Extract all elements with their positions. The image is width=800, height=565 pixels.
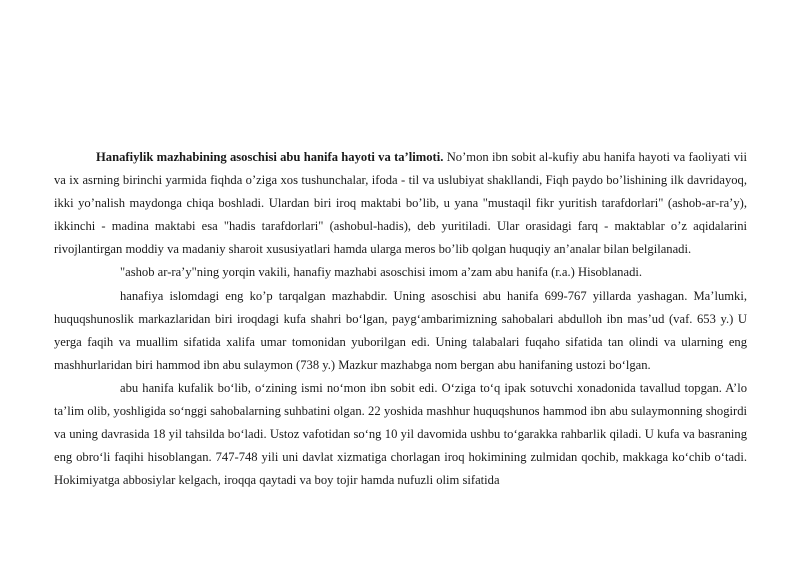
paragraph-ashob-text: "ashob ar-ra’y"ning yorqin vakili, hanafiy mazhabi asoschisi imom a’zam abu hanifa (r.a.) Hisoblanadi. xyxy=(120,265,643,280)
section-heading: Hanafiylik mazhabining asoschisi abu hanifa hayoti va ta’limoti. xyxy=(96,150,444,164)
paragraph-abu-hanifa-text: abu hanifa kufalik bo‘lib, o‘zining ismi no‘mon ibn sobit edi. O‘ziga to‘q ipak sotuvchi xonadonida tavallud topgan. A’lo ta’lim olib, yoshligida so‘nggi sahobalarning suhbatini olgan. 22 yoshida mashhur huquqshunos hammod ibn abu sulaymonning shogirdi va uning davrasida 18 yil tahsilda bo‘ladi. Ustoz vafotidan so‘ng 10 yil davomida ushbu to‘garakka rahbarlik qiladi. U kufa va basraning eng obro‘li faqihi hisoblangan. 747-748 yili uni davlat xizmatiga chorlagan iroq hokimining zulmidan qochib, makkaga ko‘chib o‘tadi. Hokimiyatga abbosiylar kelgach, iroqqa qaytadi va boy tojir hamda nufuzli olim sifatida xyxy=(54,380,747,488)
paragraph-hanafiya xyxy=(54,285,747,377)
paragraph-intro-text: No’mon ibn sobit al-kufiy abu hanifa hayoti va faoliyati vii va ix asrning birinchi yarmida fiqhda o’ziga xos tushunchalar, ifoda - til va uslubiyat shakllandi, Fiqh paydo bo’lishining ilk davridayoq, ikki yo’nalish maydonga chiqa boshladi. Ulardan biri iroq maktabi bo’lib, u yana "mustaqil fikr yuritish tarafdorlari" (ashob-ar-ra’y), ikkinchi - madina maktabi esa "hadis tarafdorlari" (ashobul-hadis), deb yuritiladi. Ular orasidagi farq - maktablar o’z aqidalarini rivojlantirgan moddiy va madaniy sharoit xususiyatlari hamda ularga meros bo’lib qolgan huquqiy an’analar bilan belgilanadi. xyxy=(54,150,747,257)
paragraph-ashob xyxy=(54,261,747,284)
document-body xyxy=(54,146,747,492)
paragraph-hanafiya-text: hanafiya islomdagi eng ko’p tarqalgan mazhabdir. Uning asoschisi abu hanifa 699-767 yillarda yashagan. Ma’lumki, huquqshunoslik markazlaridan biri iroqdagi kufa shahri bo‘lgan, payg‘ambarimizning sahobalari abdulloh ibn mas’ud (vaf. 653 y.) U yerga faqih va muallim sifatida xalifa umar tomonidan yuborilgan edi. Uning talabalari fuqaho sifatida tan olindi va ularning eng mashhurlaridan biri hammod ibn abu sulaymon (738 y.) Mazkur mazhabga nom bergan abu hanifaning ustozi bo‘lgan. xyxy=(54,288,747,372)
paragraph-abu-hanifa xyxy=(54,377,747,492)
paragraph-intro xyxy=(54,146,747,261)
